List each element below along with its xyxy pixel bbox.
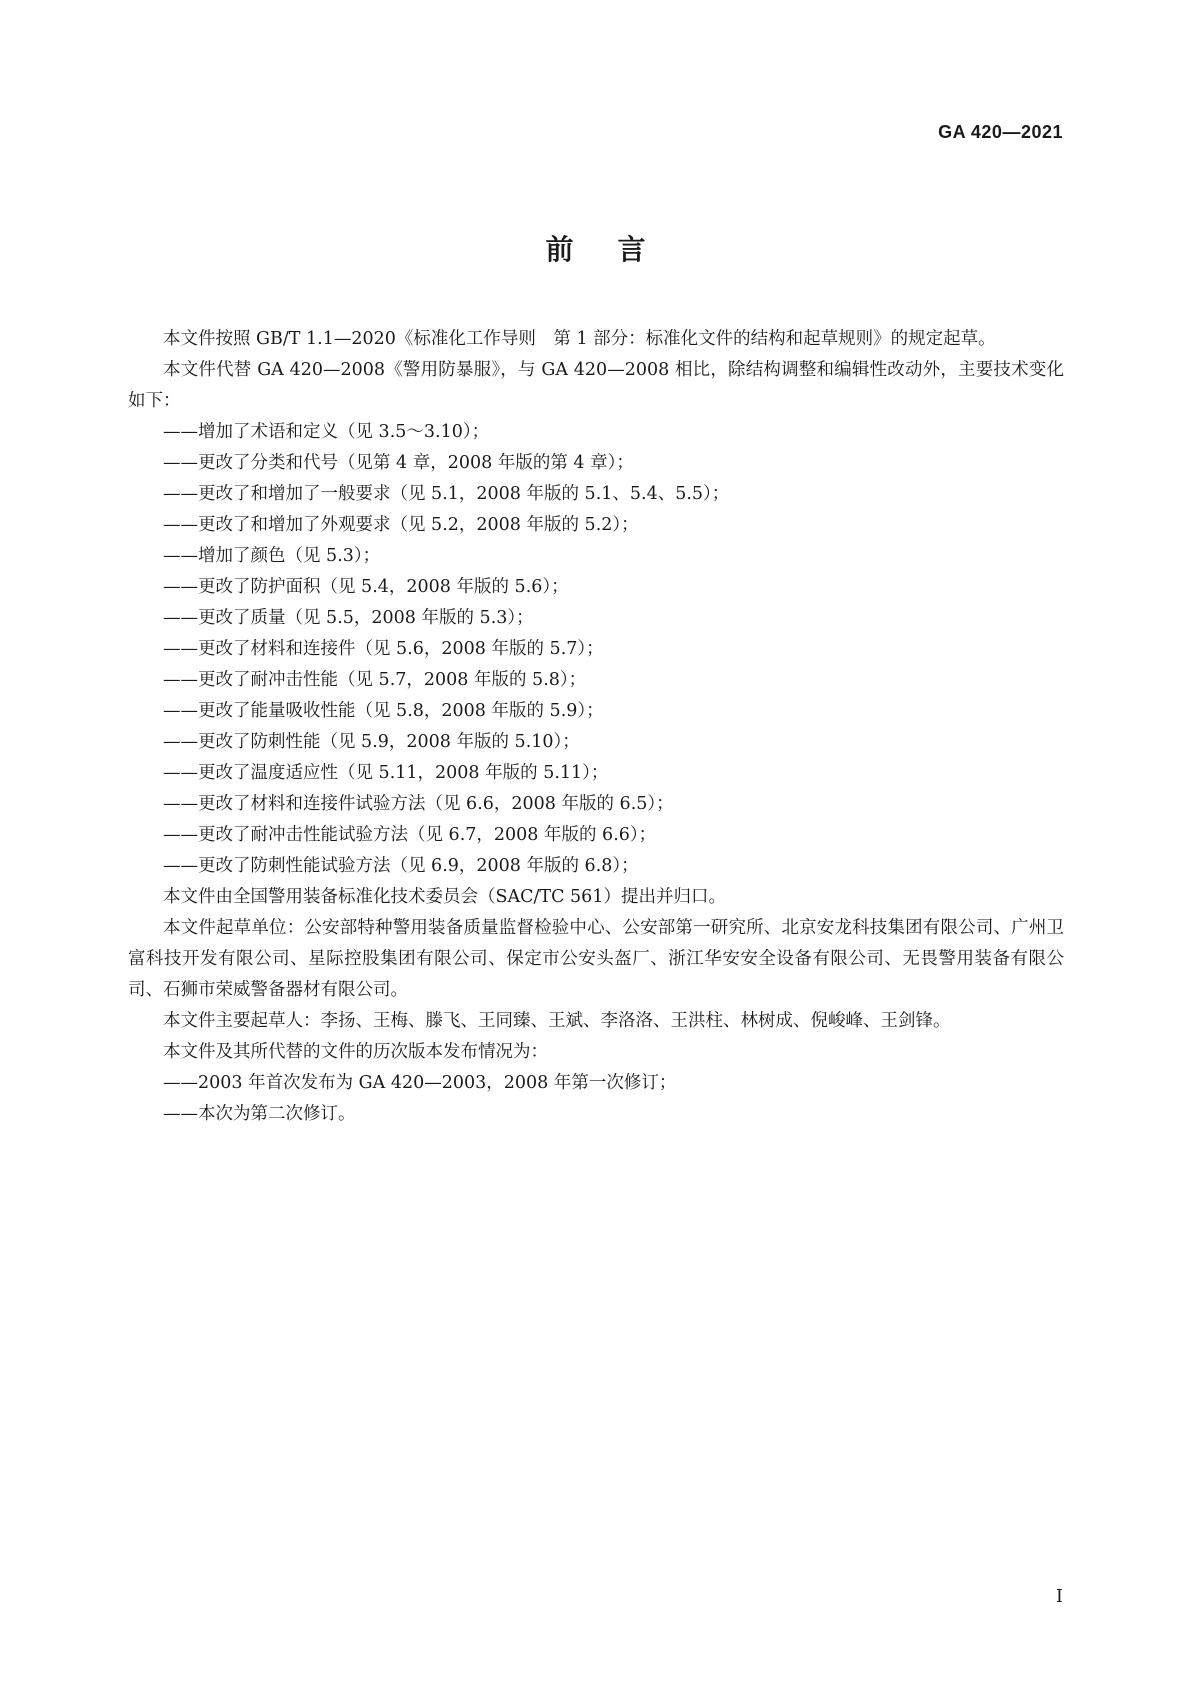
change-item: ——更改了防护面积（见 5.4，2008 年版的 5.6）； — [163, 577, 569, 597]
history-item: ——本次为第二次修订。 — [163, 1104, 356, 1124]
change-item: ——更改了耐冲击性能试验方法（见 6.7，2008 年版的 6.6）； — [163, 825, 657, 845]
drafting-units-paragraph: 本文件起草单位：公安部特种警用装备质量监督检验中心、公安部第一研究所、北京安龙科技集团有限公司、广州卫富科技开发有限公司、星际控股集团有限公司、保定市公安头盔厂、浙江华安安全设备有限公司、无畏警用装备有限公司、石狮市荣威警备器材有限公司。 — [128, 918, 1064, 1000]
header-standard-code: GA 420—2021 — [938, 122, 1063, 142]
foreword-body — [128, 324, 1064, 1130]
change-item: ——更改了和增加了一般要求（见 5.1，2008 年版的 5.1、5.4、5.5）； — [163, 484, 730, 504]
committee-paragraph: 本文件由全国警用装备标准化技术委员会（SAC/TC 561）提出并归口。 — [163, 887, 726, 907]
drafters-paragraph: 本文件主要起草人：李扬、王梅、滕飞、王同臻、王斌、李洛洛、王洪柱、林树成、倪峻峰、王剑锋。 — [163, 1011, 951, 1031]
page-number: I — [1055, 1586, 1063, 1607]
change-item: ——更改了温度适应性（见 5.11，2008 年版的 5.11）； — [163, 763, 609, 783]
history-item: ——2003 年首次发布为 GA 420—2003，2008 年第一次修订； — [163, 1073, 677, 1093]
history-intro-paragraph: 本文件及其所代替的文件的历次版本发布情况为： — [163, 1042, 548, 1062]
change-item: ——更改了质量（见 5.5，2008 年版的 5.3）； — [163, 608, 534, 628]
replacement-paragraph: 本文件代替 GA 420—2008《警用防暴服》，与 GA 420—2008 相比，除结构调整和编辑性改动外，主要技术变化如下： — [128, 360, 1064, 411]
change-item: ——更改了和增加了外观要求（见 5.2，2008 年版的 5.2）； — [163, 515, 639, 535]
basis-paragraph: 本文件按照 GB/T 1.1—2020《标准化工作导则 第 1 部分：标准化文件的结构和起草规则》的规定起草。 — [163, 329, 996, 349]
change-item: ——更改了分类和代号（见第 4 章，2008 年版的第 4 章）； — [163, 453, 634, 473]
change-item: ——更改了能量吸收性能（见 5.8，2008 年版的 5.9）； — [163, 701, 604, 721]
page-title: 前言 — [545, 233, 690, 266]
change-item: ——更改了防刺性能（见 5.9，2008 年版的 5.10）； — [163, 732, 580, 752]
change-item: ——更改了防刺性能试验方法（见 6.9，2008 年版的 6.8）； — [163, 856, 639, 876]
change-item: ——增加了术语和定义（见 3.5～3.10）； — [163, 422, 490, 442]
change-item: ——更改了材料和连接件（见 5.6，2008 年版的 5.7）； — [163, 639, 604, 659]
change-item: ——更改了材料和连接件试验方法（见 6.6，2008 年版的 6.5）； — [163, 794, 674, 814]
change-item: ——更改了耐冲击性能（见 5.7，2008 年版的 5.8）； — [163, 670, 587, 690]
change-item: ——增加了颜色（见 5.3）； — [163, 546, 381, 566]
